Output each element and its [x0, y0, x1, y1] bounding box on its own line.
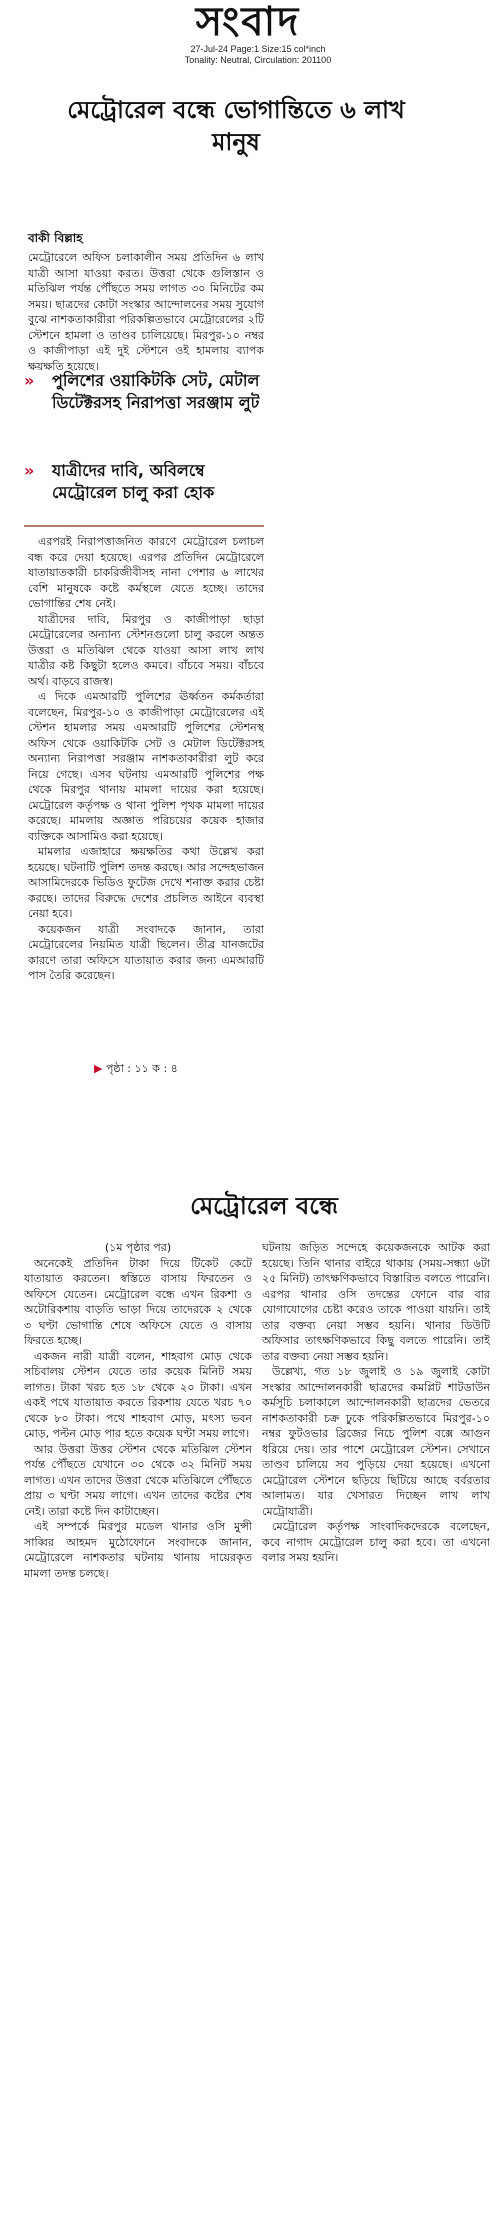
byline: বাকী বিল্লাহ — [28, 231, 83, 245]
pull-quote — [24, 460, 264, 504]
page-jump-text: পৃষ্ঠা : ১১ ক : ৪ — [105, 1062, 178, 1075]
pull-quote — [24, 370, 264, 414]
article-clip-continuation — [24, 1190, 494, 2210]
body-paragraph: একজন নারী যাত্রী বলেন, শাহবাগ মোড় থেকে সচিবালয় স্টেশন যেতে তার কয়েক মিনিট সময় লাগত। টাকা খরচ হত ১৮ থেকে ২০ টাকা। এখন একই পথে যাতায়াত করতে রিকশায় যেতে খরচ ৭০ থেকে ৮০ টাকা। পথে শাহবাগ মোড়, মৎস্য ভবন মোড়, পল্টন মোড় পার হতে কয়েক ঘণ্টা সময় লাগে। — [24, 1349, 252, 1440]
body-paragraph: মামলার এজাহারে ক্ষয়ক্ষতির কথা উল্লেখ করা হয়েছে। ঘটনাটি পুলিশ তদন্ত করছে। আর সন্দেহভাজন আসামিদেরকে ভিডিও ফুটেজ দেখে শনাক্ত করার চেষ্টা করছে। তাদের বিরুদ্ধে দেশের প্রচলিত আইনে ব্যবস্থা নেয়া হবে। — [28, 845, 264, 920]
body-paragraph: ঘটনায় জড়িত সন্দেহে কয়েকজনকে আটক করা হয়েছে। তিনি থানার বাইরে থাকায় (সময়-সন্ধ্যা ৬টা ২৫ মিনিট) তাৎক্ষণিকভাবে বিস্তারিত বলতে পারেনি। এরপর থানার ওসি তদন্তের ফোনে বার বার যোগাযোগের চেষ্টা করেও তাকে পাওয়া যায়নি। তাই তার বক্তব্য নেয়া সম্ভব হয়নি। থানার ডিউটি অফিসার তাৎক্ষণিকভাবে কিছু বলতে পারেনি। তাই তার বক্তব্য নেয়া সম্ভব হয়নি। — [262, 1241, 490, 1363]
column-right — [262, 1240, 490, 1566]
article-body — [28, 534, 264, 984]
continued-from-label: (১ম পৃষ্ঠার পর) — [104, 1241, 172, 1254]
body-paragraph: আর উত্তরা উত্তর স্টেশন থেকে মতিঝিল স্টেশন পর্যন্ত পৌঁছতে যেখানে ৩০ থেকে ৩২ মিনিট সময় লাগত। এখন তাদের উত্তরা থেকে মতিঝিলে পৌঁছতে প্রায় ৩ ঘণ্টা সময় লাগে। এখন তাদের কষ্টের শেষ নেই। তারা কষ্টে দিন কাটাচ্ছেন। — [24, 1442, 252, 1518]
article-clip-front — [24, 90, 484, 1090]
double-chevron-icon: » — [24, 461, 35, 480]
page-jump — [94, 1060, 178, 1079]
body-paragraph: এরপরই নিরাপত্তাজনিত কারণে মেট্রোরেল চলাচল বন্ধ করে দেয়া হয়েছে। এরপর প্রতিদিন মেট্রোরেলে যাতায়াতকারী চাকরিজীবীসহ নানা পেশার ৬ লাখের বেশি মানুষকে কষ্টে কর্মস্থলে যেতে হচ্ছে। তাদের ভোগান্তির শেষ নেই। — [28, 535, 264, 610]
double-chevron-icon: » — [24, 371, 35, 390]
intro-paragraph: মেট্রোরেলে অফিস চলাকালীন সময় প্রতিদিন ৬ লাখ যাত্রী আসা যাওয়া করত। উত্তরা থেকে গুলিস্তান ও মতিঝিল পর্যন্ত পৌঁছতে সময় লাগত ৩০ মিনিটের কম সময়। ছাত্রদের কোটা সংস্কার আন্দোলনের সময় সুযোগ বুঝে নাশকতাকারীরা পরিকল্পিতভাবে মেট্রোরেলের ২টি স্টেশনে হামলা ও তাণ্ডব চালিয়েছে। মিরপুর-১০ নম্বর ও কাজীপাড়া এই দুই স্টেশনে ওই হামলায় ব্যাপক ক্ষয়ক্ষতি হয়েছে। — [28, 251, 264, 373]
pull-quote-text: যাত্রীদের দাবি, অবিলম্বে মেট্রোরেল চালু করা হোক — [52, 461, 215, 502]
pull-quote-text: পুলিশের ওয়াকিটকি সেট, মেটাল ডিটেক্টরসহ নিরাপত্তা সরঞ্জাম লুট — [52, 371, 260, 412]
body-paragraph: অনেকেই প্রতিদিন টাকা দিয়ে টিকেট কেটে যাতায়াত করতেন। স্বস্তিতে বাসায় ফিরতেন ও অফিসে যেতেন। মেট্রোরেল বন্ধে এখন রিকশা ও অটোরিকশায় বাড়তি ভাড়া দিয়ে তাদেরকে ২ থেকে ৩ ঘণ্টা ভোগান্তি শেষে অফিসে যেতে ও বাসায় ফিরতে হচ্ছে। — [24, 1256, 252, 1347]
article-headline: মেট্রোরেল বন্ধে ভোগান্তিতে ৬ লাখ মানুষ — [67, 96, 405, 156]
body-paragraph: মেট্রোরেল কর্তৃপক্ষ সাংবাদিকদেরকে বলেছেন, কবে নাগাদ মেট্রোরেল চালু করা হবে। তা এখনো বলার সময় হয়নি। — [262, 1520, 490, 1564]
body-paragraph: যাত্রীদের দাবি, মিরপুর ও কাজীপাড়া ছাড়া মেট্রোরেলের অন্যান্য স্টেশনগুলো চালু করলে অন্তত উত্তরা ও মতিঝিল থেকে যাওয়া আসা লাখ লাখ যাত্রীর কষ্ট কিছুটা হলেও কমবে। বাঁচবে সময়। বাঁচবে অর্থ। বাড়বে রাজস্ব। — [28, 612, 264, 688]
clip-meta-date-page: 27-Jul-24 Page:1 Size:15 col*inch — [190, 44, 326, 54]
clip-meta-tonality: Tonality: Neutral, Circulation: 201100 — [184, 55, 332, 65]
triangle-icon: ▶ — [94, 1062, 103, 1075]
body-paragraph: এ দিকে এমআরটি পুলিশের ঊর্ধ্বতন কর্মকর্তারা বলেছেন, মিরপুর-১০ ও কাজীপাড়া মেট্রোরেলের এই স্টেশন হামলার সময় এমআরটি পুলিশের স্টেশনস্থ অফিস থেকে ওয়াকিটকি সেট ও মেটাল ডিটেক্টরসহ অন্যান্য নিরাপত্তা সরঞ্জাম নাশকতাকারীরা লুট করে নিয়ে গেছে। এসব ঘটনায় এমআরটি পুলিশের পক্ষ থেকে মিরপুর থানায় মামলা দায়ের করা হয়েছে। মেট্রোরেল কর্তৃপক্ষ ও থানা পুলিশ পৃথক মামলা দায়ের করেছে। মামলায় অজ্ঞাত পরিচয়ের কয়েক হাজার ব্যক্তিকে আসামিও করা হয়েছে। — [28, 690, 264, 843]
divider-rule — [24, 525, 264, 527]
article-intro — [28, 250, 264, 374]
continuation-headline: মেট্রোরেল বন্ধে — [190, 1192, 338, 1220]
body-paragraph: এই সম্পর্কে মিরপুর মডেল থানার ওসি মুন্সী সাব্বির আহমদ মুঠোফোনে সংবাদকে জানান, মেট্রোরেলে নাশকতার ঘটনায় থানায় দায়েরকৃত মামলা তদন্ত চলছে। — [24, 1520, 252, 1580]
newspaper-logo: সংবাদ — [195, 0, 301, 45]
column-left — [24, 1240, 252, 1581]
body-paragraph: উল্লেখ্য, গত ১৮ জুলাই ও ১৯ জুলাই কোটা সংস্কার আন্দোলনকারী ছাত্রদের কমপ্লিট শাটডাউন কর্মসূচি চলাকালে আন্দোলনকারী ছাত্রদের ভেতরে নাশকতাকারী চক্র ঢুকে পরিকল্পিতভাবে মিরপুর-১০ নম্বর ফুটওভার ব্রিজের নিচে পুলিশ বক্সে আগুন ধরিয়ে দেয়। তার পাশে মেট্রোরেল স্টেশন। সেখানে তাণ্ডব চালিয়ে সব পুড়িয়ে দেয়া হয়েছে। এখনো মেট্রোরেল স্টেশনে ছড়িয়ে ছিটিয়ে আছে বর্বরতার আলামত। যার খেসারত দিচ্ছেন লাখ লাখ মেট্রোযাত্রী। — [262, 1365, 490, 1518]
body-paragraph: কয়েকজন যাত্রী সংবাদকে জানান, তারা মেট্রোরেলের নিয়মিত যাত্রী ছিলেন। তীব্র যানজটের কারণে তারা অফিসে যাতায়াত করার জন্য এমআরটি পাস তৈরি করেছেন। — [28, 922, 264, 982]
